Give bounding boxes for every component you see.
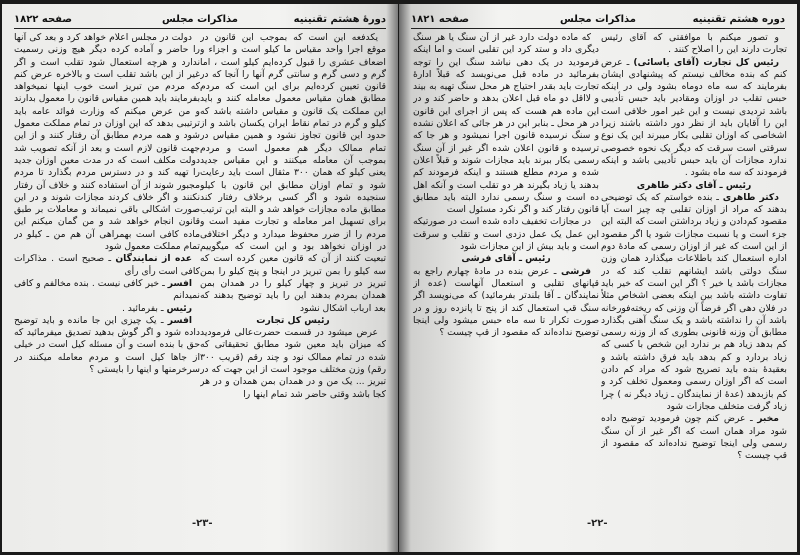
- volume-title: دوره هشتم تقنینیه: [692, 14, 785, 25]
- speaker-name: افسر: [167, 277, 192, 289]
- paragraph: رئیس ـ آقای دکتر طاهری: [636, 179, 752, 191]
- paragraph: [200, 32, 386, 315]
- paragraph-text: و تصور میکنم با موافقتی که آقای رئیس تجارت دارند این را اصلاح کنند .: [601, 32, 787, 56]
- paragraph-text: دولت در مجلس اعلام خواهد کرد و بعد کی آنها را حاضر و آماده کرده دیگر هیچ وزنی رسمیت ندارد و هرچه استعمال شود تقلب است و اگر غیر از این باشد تقلب است و بالاخره عرض کنم که مردم من تبریز است خوب اینها نمیخواهد بفرمایند باید همین مقیاس قانون را معمول بدارند و من عرض میکنم که وزارت فوائد عامه باید ترتیبی بدهد که این اوزان در تمام مملکت معمول شود و همه مردم مطابق آن رفتار کنند و از این جهت قانون لازم است و بعد از آنکه تصویب شد دولت مکلف است که در مدت معین اوزان جدید را تهیه کند و در دسترس مردم بگذارد تا مردم مجبور شوند از آن استفاده کنند و خلاف آن رفتار نکنند و اگر خلاف کردند مجازات شوند و در این صورت اشکالی باقی نمیماند و معاملات بر طبق قانون انجام خواهد شد و من گمان میکنم این ماده کافی است بهمراهی آن هم من ـ کیلو در تمام مملکت معمول شود: [14, 32, 200, 253]
- text-column-left: [413, 32, 599, 510]
- right-page: [399, 4, 797, 552]
- paragraph-text: عرض میشود در قسمت حضرت‌عالی فرمودید که میزان باید معین شود مطابق تحقیقاتی که شده در تمام ممالک نود و چند رقم (قریب ۳۰۰ رقم) وزن مختلف موجود است از این جهت که در تبریز ... یک من و در همدان بمن همدان و در هر کجا باشد وقتی حاضر شد تمام اینها را: [200, 327, 386, 400]
- page-number: -۲۲-: [587, 518, 608, 529]
- paragraph: افسر ـ یک چیزی این جا مانده و باید توضیح داده شود و اگر گوش بدهید تصدیق میفرمائید که حق با بنده است و آن مسئله کیل است در خیلی از جاها کیل است و مردم معامله میکنند در سرخرمنها و اینها را بایستی ؟: [14, 314, 200, 376]
- paragraph-text: عرض کنم چون فرمودید توضیح داده شود مراد همان است که اگر غیر از آن سنگ رسمی ولی اینجا توضیح نداده‌اند که مقصود از قپ چیست ؟: [601, 413, 787, 462]
- paragraph: [413, 216, 599, 253]
- paragraph-text: خیر کافی نیست . بنده مخالفم و کافی نمیدانم: [14, 277, 200, 302]
- paragraph-text: بفرمائید .: [121, 302, 158, 314]
- paragraph-text: عرض بنده در مادهٔ چهارم راجع به قپانهای تقلبی و استعمال آنهاست (عده از نمایندگان ـ آقا بلندتر بفرمائید) که می‌نویسد اگر سنگ قپ استعمال کند از پنج تا پانزده روز و در صورت تکرار تا سه ماه حبس میشود ولی اینجا توضیح نداده‌اند که مقصود از قپ چیست ؟: [413, 265, 599, 339]
- paragraph-text: که ماده دولت دارد غیر از آن سنگ یا هر سنگ دیگری داد و ستد کرد این تقلبی است و اما اینکه فرمودید در یک دهی نباشد سنگ این را توجه بفرمائید در ماده قبل می‌نویسد که قبلاً ادارهٔ تجارت باید بقدر احتیاج هر محل سنگ تهیه به بیند و لااقل دو ماه قبل اعلان بدهد و حاضر کند و در این ماده هم هست که پس از اجرای این قانون در هر محل ـ بنابر این در هر جائی که اعلان نشده و سنگ نرسیده قانون اجرا نمیشود و هر جا که ترسیده و قانون اعلان شده اگر غیر از آن سنگ رسمی بکار ببرند باید مجازات شوند و قبلاً اعلان شده و مردم مطلع هستند و اینکه فرمودند کم بدهند یا زیاد بگیرند هر دو تقلب است و آنکه اهل ده است و سنگ رسمی ندارد البته باید مطابق قانون رفتار کند و اگر نکرد مسئول است: [413, 32, 599, 216]
- paragraph-text: آقای دکتر طاهری: [636, 179, 717, 191]
- paragraph: رئیس کل تجارت (آقای یاسائی) ـ عرض کنم که بنده مخالف نیستم که پیشنهادی ایشان بفرمایند که سه ماه دوماه بشود ولی در اینکه حبس تقلب در اوزان ومقادیر باید حبس تأدیبی باشد تردیدی نیست و این غیر امور خلافی است این را آقایان باید از نظر دور داشته باشند زیرا اشخاصی که اوزان تقلبی بکار میبرند این یک نوع سرقتی است سرقت که دیگر یک نحوه خصوصی ندارد مجازات آن باید حبس تأدیبی باشد و اینکه فرمودند که سه ماه بشود .: [601, 56, 787, 179]
- paragraph: دکتر طاهری ـ بنده خواستم که یک توضیحی بدهند که مراد از اوزان تقلبی چه چیز است آیا مقصود کم‌دادن و زیاد برداشتن است که البته این جزء است و یا نسبت مجازات شود یا اگر مقصود از این است که غیر از اوزان رسمی که مادهٔ دوم اداره استعمال کند باطلاعات میگذارد همان وزن سنگ دولتی باشد ایشانهم تقلب کند که در مجازات باشد یا خیر ؟ اگر این است که خیر باید تفاوت داشته باشد بین اینکه بعضی اشخاص مثلاً در فلان دهی اگر فرضاً آن وزنی که ریخته‌فورخانه باشد آن را نداشته باشد و یک سنگ آهنی بگذارد مطابق آن وزنه قانونی بطوری که از وزنه رسمی کم بدهد زیاد هم بر ندارد این شخص با کسی که زیاد بردارد و کم بدهد باید فرق داشته باشد و بعقیدهٔ بنده باید تصریح شود که مراد کم دادن است که اگر اوزان رسمی ومعمول تخلف کرد و کم بازبدهد (عدهٔ از نمایندگان ـ زیاد دیگر نه ) چرا زیاد گرفت متخلف مجازات شود: [601, 191, 787, 412]
- paragraph: [14, 32, 200, 253]
- speaker-name: رئیس: [525, 253, 551, 265]
- text-column-left: [14, 32, 200, 510]
- paragraph-text: بنده خواستم که یک توضیحی بدهند که مراد از اوزان تقلبی چه چیز است آیا مقصود کم‌دادن و زیاد برداشتن است که البته این جزء است و یا نسبت مجازات شود یا اگر مقصود از این است که غیر از اوزان رسمی که مادهٔ دوم اداره استعمال کند باطلاعات میگذارد همان وزن سنگ دولتی باشد ایشانهم تقلب کند که در مجازات باشد یا خیر ؟ اگر این است که خیر باید تفاوت داشته باشد بین اینکه بعضی اشخاص مثلاً در فلان دهی اگر فرضاً آن وزنی که ریخته‌فورخانه باشد آن را نداشته باشد و یک سنگ آهنی بگذارد مطابق آن وزنه قانونی بطوری که از وزنه رسمی کم بدهد زیاد هم بر ندارد این شخص با کسی که زیاد بردارد و کم بدهد باید فرق داشته باشد و بعقیدهٔ بنده باید تصریح شود که مراد کم دادن است که اگر اوزان رسمی ومعمول تخلف کرد و کم بازبدهد (عدهٔ از نمایندگان ـ زیاد دیگر نه ) چرا زیاد گرفت متخلف مجازات شود: [601, 191, 787, 412]
- page-label: صفحه ۱۸۲۲: [14, 14, 73, 25]
- paragraph-text: عرض کنم که بنده مخالف نیستم که پیشنهادی ایشان بفرمایند که سه ماه دوماه بشود ولی در اینکه حبس تقلب در اوزان ومقادیر باید حبس تأدیبی باشد تردیدی نیست و این غیر امور خلافی است این را آقایان باید از نظر دور داشته باشند زیرا اشخاصی که اوزان تقلبی بکار میبرند این یک نوع سرقتی است سرقت که دیگر یک نحوه خصوصی ندارد مجازات آن باید حبس تأدیبی باشد و اینکه فرمودند که سه ماه بشود .: [601, 56, 787, 179]
- paragraph-text: آقای فرشی: [461, 253, 516, 265]
- paragraph-text: صحیح است . مذاکرات کافی است رأی رأی: [14, 253, 200, 277]
- paragraph: [413, 32, 599, 216]
- speaker-name: رئیس: [725, 179, 752, 191]
- page-label: صفحه ۱۸۲۱: [411, 14, 470, 25]
- speaker-name: فرشی: [560, 265, 591, 277]
- page-header: [14, 14, 386, 29]
- page-number: -۲۳-: [192, 518, 213, 529]
- paragraph: رئیس ـ آقای فرشی: [461, 253, 551, 265]
- publication-title: مذاکرات مجلس: [161, 14, 239, 25]
- paragraph: افسر ـ خیر کافی نیست . بنده مخالفم و کافی نمیدانم: [14, 277, 200, 302]
- paragraph-text: یکدفعه این است که بموجب این قانون در موقع اجرا واحد مقیاس ما کیلو است و اجزاء و اضعاف عشری را قبول کرده‌ایم کیلو است ، اما گرم و دسی گرم و سانتی گرم آنها را آنجا که در قانون تعیین کرده‌ایم برای این است که مردم مطابق همان مقیاس معمول معامله کنند و باید این مملکت یک قانون و مقیاس داشته باشد که کیلو و گرم در تمام نقاط ایران یکسان باشد و از حدود این قانون تجاوز نشود و همین مقیاس در تمام ممالک دیگر هم معمول است و مردم بموجب آن معامله میکنند و این مقیاس جدید یعنی کیلو که همان ۳۰۰ مثقال است باید رعایت شود و تمام اوزان مطابق این قانون با کیلو سنجیده شود و اگر کسی برخلاف رفتار کند مطابق ماده مجازات خواهد شد و البته این ترتیب برای تسهیل امر معامله و تجارت مفید است و مردم را از ضرر محفوظ میدارد و دیگر اختلافی در اوزان نخواهد بود و این است که میگوییم تبعیت کنند از آن که قانون معین کرده است که سه کیلو را بمن تبریز در اینجا و پنج کیلو را بمن تبریز در تبریز و چهار کیلو را در همدان بمن همدان بمردم بدهند این را باید توضیح بدهند که بعد ارباب اشکال نشود: [200, 32, 386, 314]
- paragraph: مخبر ـ عرض کنم چون فرمودید توضیح داده شود مراد همان است که اگر غیر از آن سنگ رسمی ولی اینجا توضیح نداده‌اند که مقصود از قپ چیست ؟: [601, 413, 787, 462]
- paragraph-text: یک چیزی این جا مانده و باید توضیح داده شود و اگر گوش بدهید تصدیق میفرمائید که حق با بنده است و آن مسئله کیل است در خیلی از جاها کیل است و مردم معامله میکنند در سرخرمنها و اینها را بایستی ؟: [14, 314, 200, 376]
- speaker-name: رئیس کل تجارت: [256, 314, 330, 326]
- page-header: [411, 14, 785, 29]
- speaker-name: مخبر: [757, 413, 779, 425]
- paragraph: [200, 327, 386, 401]
- left-page: [2, 4, 398, 552]
- speaker-name: افسر: [167, 314, 192, 326]
- publication-title: مذاکرات مجلس: [559, 14, 637, 25]
- paragraph: [601, 32, 787, 57]
- paragraph: عده از نمایندگان ـ صحیح است . مذاکرات کافی است رأی رأی: [14, 253, 200, 277]
- paragraph-text: در مجازات تخفیف داده شده است در صورتیکه این عمل یک عمل دزدی است و تقلب و سرقت است و باید بیش از این مجازات شود: [413, 216, 599, 253]
- paragraph: فرشی ـ عرض بنده در مادهٔ چهارم راجع به قپانهای تقلبی و استعمال آنهاست (عده از نمایندگان ـ آقا بلندتر بفرمائید) که می‌نویسد اگر سنگ قپ استعمال کند از پنج تا پانزده روز و در صورت تکرار تا سه ماه حبس میشود ولی اینجا توضیح نداده‌اند که مقصود از قپ چیست ؟: [413, 265, 599, 339]
- text-column-right: [200, 32, 386, 510]
- speaker-name: رئیس کل تجارت (آقای یاسائی): [633, 56, 779, 68]
- speaker-name: عده از نمایندگان: [115, 253, 192, 265]
- volume-title: دورهٔ هشتم تقنینیه: [293, 14, 386, 25]
- text-column-right: [601, 32, 787, 510]
- paragraph: [200, 315, 386, 327]
- paragraph: رئیس ـ بفرمائید .: [121, 302, 192, 314]
- speaker-name: رئیس: [166, 302, 192, 314]
- speaker-name: دکتر طاهری: [722, 191, 779, 203]
